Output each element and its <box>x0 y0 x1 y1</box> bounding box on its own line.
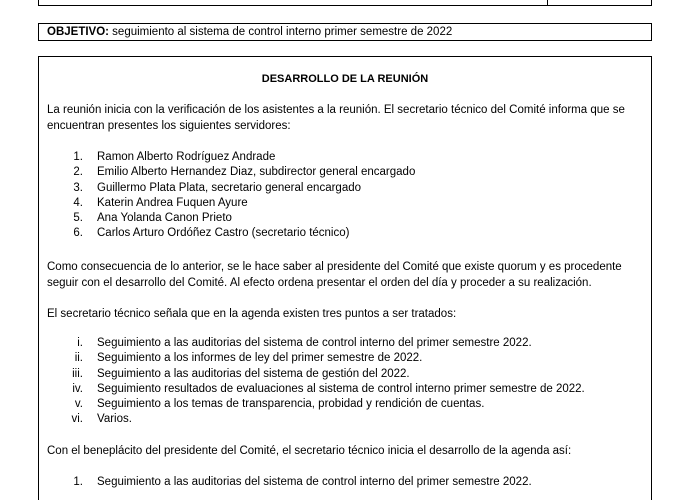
list-number: 3. <box>73 181 83 194</box>
list-number: 1. <box>73 476 83 488</box>
list-number: ii. <box>74 352 83 365</box>
quorum-paragraph: Como consecuencia de lo anterior, se le hace saber al presidente del Comité que existe quorum y es procedente seguir con el desarrollo del Comité. Al efecto ordena presentar el orden del día y proceder a su realización. <box>47 261 622 289</box>
header-table-fragment <box>38 0 652 6</box>
agenda-intro: El secretario técnico señala que en la agenda existen tres puntos a ser tratados: <box>47 308 457 320</box>
intro-paragraph: La reunión inicia con la verificación de los asistentes a la reunión. El secretario técnico del Comité informa que se encuentran presentes los siguientes servidores: <box>47 104 625 132</box>
agenda-item: Seguimiento a las auditorias del sistema de control interno del primer semestre 2022. <box>97 337 532 349</box>
list-number: 2. <box>73 166 83 179</box>
agenda-item: Seguimiento a las auditorias del sistema de gestión del 2022. <box>97 367 410 380</box>
agenda-list <box>47 336 649 428</box>
attendees-list <box>47 150 649 242</box>
approval-paragraph: Con el beneplácito del presidente del Comité, el secretario técnico inicia el desarrollo de la agenda así: <box>47 445 572 457</box>
objective-text: seguimiento al sistema de control interno primer semestre de 2022 <box>108 26 453 38</box>
list-number: 4. <box>73 196 83 209</box>
agenda-item: Seguimiento resultados de evaluaciones al sistema de control interno primer semestre de 2022. <box>97 382 585 395</box>
list-number: i. <box>77 337 83 349</box>
attendee-name: Ana Yolanda Canon Prieto <box>97 212 232 225</box>
objective-box <box>38 23 652 41</box>
list-item <box>47 181 649 196</box>
list-item <box>47 412 649 427</box>
section-title: DESARROLLO DE LA REUNIÓN <box>261 73 429 85</box>
agenda-item: Seguimiento a los temas de transparencia, probidad y rendición de cuentas. <box>97 398 485 411</box>
meeting-development-section <box>38 56 652 500</box>
list-number: iii. <box>72 367 83 380</box>
list-number: v. <box>74 398 83 411</box>
list-item <box>47 150 649 165</box>
agenda-item: Seguimiento a los informes de ley del primer semestre de 2022. <box>97 352 423 365</box>
agenda-development-list <box>47 475 649 490</box>
list-item <box>47 475 649 490</box>
list-item <box>47 367 649 382</box>
list-item <box>47 382 649 397</box>
list-number: 1. <box>73 151 83 163</box>
attendee-name: Guillermo Plata Plata, secretario general encargado <box>97 181 362 194</box>
attendee-name: Ramon Alberto Rodríguez Andrade <box>97 151 276 163</box>
agenda-item: Varios. <box>97 413 132 426</box>
attendee-name: Emilio Alberto Hernandez Diaz, subdirector general encargado <box>97 166 416 179</box>
list-item <box>47 165 649 180</box>
table-divider <box>547 0 548 5</box>
list-item <box>47 211 649 226</box>
list-item <box>47 336 649 351</box>
agenda-item: Seguimiento a las auditorias del sistema de control interno del primer semestre 2022. <box>97 476 532 488</box>
attendee-name: Carlos Arturo Ordóñez Castro (secretario técnico) <box>97 227 350 240</box>
list-number: iv. <box>72 382 83 395</box>
list-item <box>47 397 649 412</box>
list-number: 5. <box>73 212 83 225</box>
list-item <box>47 196 649 211</box>
list-item <box>47 226 649 241</box>
list-item <box>47 351 649 366</box>
list-number: 6. <box>73 227 83 240</box>
objective-label: OBJETIVO: <box>47 26 109 38</box>
attendee-name: Katerin Andrea Fuquen Ayure <box>97 196 248 209</box>
list-number: vi. <box>71 413 83 426</box>
